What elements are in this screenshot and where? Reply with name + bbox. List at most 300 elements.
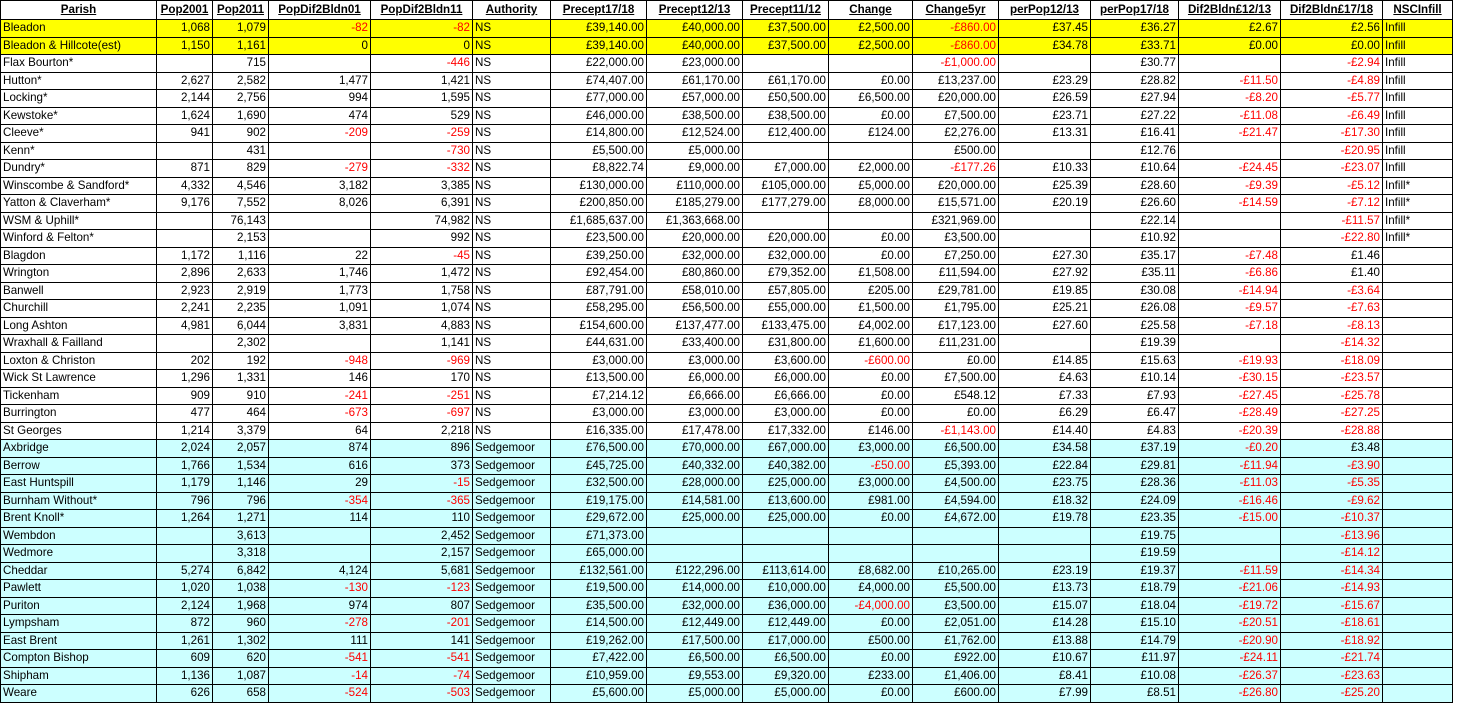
table-cell[interactable]: £76,500.00 (551, 440, 647, 458)
table-cell[interactable]: -£22.80 (1281, 230, 1383, 248)
table-cell[interactable] (269, 142, 371, 160)
table-cell[interactable]: NS (473, 317, 551, 335)
table-cell[interactable] (1383, 317, 1453, 335)
table-cell[interactable]: 1,766 (157, 457, 213, 475)
table-cell[interactable]: £0.00 (829, 72, 913, 90)
table-cell[interactable]: Sedgemoor (473, 597, 551, 615)
table-cell[interactable]: £11.97 (1091, 650, 1179, 668)
table-cell[interactable]: NS (473, 352, 551, 370)
table-cell[interactable]: Infill (1383, 72, 1453, 90)
table-cell[interactable]: £6,666.00 (647, 387, 743, 405)
table-cell[interactable]: £600.00 (913, 685, 999, 703)
table-cell[interactable]: -45 (371, 247, 473, 265)
table-cell[interactable]: £9,320.00 (743, 667, 829, 685)
table-cell[interactable]: -£21.47 (1179, 125, 1281, 143)
table-cell[interactable]: £0.00 (829, 107, 913, 125)
table-cell[interactable]: 3,613 (213, 527, 269, 545)
table-cell[interactable]: £0.00 (913, 352, 999, 370)
table-cell[interactable]: 2,241 (157, 300, 213, 318)
table-cell[interactable]: 1,595 (371, 90, 473, 108)
table-cell[interactable]: £7,500.00 (913, 107, 999, 125)
table-cell[interactable]: -£15.00 (1179, 510, 1281, 528)
table-cell[interactable]: NS (473, 422, 551, 440)
table-cell[interactable] (1383, 562, 1453, 580)
table-cell[interactable]: £26.59 (999, 90, 1091, 108)
table-cell[interactable]: £14,800.00 (551, 125, 647, 143)
table-cell[interactable]: £4,000.00 (829, 580, 913, 598)
table-cell[interactable]: 3,318 (213, 545, 269, 563)
table-cell[interactable]: £70,000.00 (647, 440, 743, 458)
table-row[interactable] (1, 422, 1453, 440)
table-cell[interactable]: £27.92 (999, 265, 1091, 283)
table-cell[interactable]: -£14.32 (1281, 335, 1383, 353)
table-cell[interactable]: £13,500.00 (551, 370, 647, 388)
table-cell[interactable]: £14,500.00 (551, 615, 647, 633)
table-row[interactable] (1, 632, 1453, 650)
table-cell[interactable]: Sedgemoor (473, 685, 551, 703)
table-cell[interactable]: Winford & Felton* (1, 230, 157, 248)
table-cell[interactable]: £19.75 (1091, 527, 1179, 545)
table-cell[interactable]: £25.21 (999, 300, 1091, 318)
table-row[interactable] (1, 457, 1453, 475)
table-cell[interactable]: £14.40 (999, 422, 1091, 440)
table-cell[interactable]: £16,335.00 (551, 422, 647, 440)
table-cell[interactable]: Wraxhall & Failland (1, 335, 157, 353)
table-cell[interactable]: £2.56 (1281, 20, 1383, 38)
table-cell[interactable]: £1.40 (1281, 265, 1383, 283)
table-cell[interactable]: £20,000.00 (913, 177, 999, 195)
table-cell[interactable]: Infill (1383, 142, 1453, 160)
table-cell[interactable]: £22,000.00 (551, 55, 647, 73)
table-cell[interactable]: 829 (213, 160, 269, 178)
table-cell[interactable]: NS (473, 90, 551, 108)
table-cell[interactable]: 1,773 (269, 282, 371, 300)
table-cell[interactable]: £28.36 (1091, 475, 1179, 493)
table-cell[interactable]: £233.00 (829, 667, 913, 685)
table-cell[interactable] (999, 212, 1091, 230)
table-cell[interactable]: £3,500.00 (913, 597, 999, 615)
table-row[interactable] (1, 37, 1453, 55)
table-cell[interactable]: NS (473, 125, 551, 143)
table-cell[interactable]: £38,500.00 (743, 107, 829, 125)
table-cell[interactable] (1383, 370, 1453, 388)
table-cell[interactable]: -£7.63 (1281, 300, 1383, 318)
table-cell[interactable]: -£6.49 (1281, 107, 1383, 125)
table-cell[interactable]: -£27.25 (1281, 405, 1383, 423)
table-cell[interactable]: £113,614.00 (743, 562, 829, 580)
table-cell[interactable]: Brent Knoll* (1, 510, 157, 528)
table-cell[interactable] (1383, 352, 1453, 370)
table-cell[interactable]: £57,000.00 (647, 90, 743, 108)
table-cell[interactable]: £11,231.00 (913, 335, 999, 353)
table-cell[interactable]: £71,373.00 (551, 527, 647, 545)
table-cell[interactable]: £77,000.00 (551, 90, 647, 108)
table-cell[interactable]: 5,274 (157, 562, 213, 580)
table-cell[interactable]: 2,756 (213, 90, 269, 108)
table-cell[interactable]: 64 (269, 422, 371, 440)
table-row[interactable] (1, 20, 1453, 38)
table-cell[interactable]: £44,631.00 (551, 335, 647, 353)
table-row[interactable] (1, 125, 1453, 143)
table-cell[interactable]: 1,091 (269, 300, 371, 318)
table-cell[interactable]: £2,500.00 (829, 20, 913, 38)
table-cell[interactable]: Infill (1383, 55, 1453, 73)
table-cell[interactable]: £23.29 (999, 72, 1091, 90)
table-cell[interactable]: £36.27 (1091, 20, 1179, 38)
table-cell[interactable] (1383, 265, 1453, 283)
table-cell[interactable]: £13,237.00 (913, 72, 999, 90)
table-cell[interactable] (1179, 527, 1281, 545)
table-row[interactable] (1, 527, 1453, 545)
table-cell[interactable]: -£8.20 (1179, 90, 1281, 108)
table-cell[interactable]: 529 (371, 107, 473, 125)
table-row[interactable] (1, 562, 1453, 580)
table-cell[interactable]: £3,000.00 (743, 405, 829, 423)
table-cell[interactable]: Kewstoke* (1, 107, 157, 125)
table-cell[interactable]: -£20.95 (1281, 142, 1383, 160)
table-cell[interactable]: Wedmore (1, 545, 157, 563)
table-cell[interactable] (1179, 212, 1281, 230)
table-cell[interactable]: NS (473, 195, 551, 213)
table-row[interactable] (1, 317, 1453, 335)
table-cell[interactable] (1383, 667, 1453, 685)
table-row[interactable] (1, 230, 1453, 248)
table-cell[interactable]: £2,000.00 (829, 160, 913, 178)
table-cell[interactable]: £177,279.00 (743, 195, 829, 213)
table-cell[interactable]: £2,500.00 (829, 37, 913, 55)
table-cell[interactable]: -£10.37 (1281, 510, 1383, 528)
table-cell[interactable]: £24.09 (1091, 492, 1179, 510)
table-cell[interactable]: £29,672.00 (551, 510, 647, 528)
table-cell[interactable]: -365 (371, 492, 473, 510)
table-cell[interactable]: 9,176 (157, 195, 213, 213)
table-row[interactable] (1, 580, 1453, 598)
table-cell[interactable]: £6,000.00 (743, 370, 829, 388)
table-cell[interactable]: £0.00 (829, 685, 913, 703)
table-cell[interactable] (157, 335, 213, 353)
table-cell[interactable]: 3,379 (213, 422, 269, 440)
table-cell[interactable]: -541 (371, 650, 473, 668)
table-cell[interactable]: -£28.49 (1179, 405, 1281, 423)
table-cell[interactable]: £30.77 (1091, 55, 1179, 73)
table-cell[interactable]: £6,500.00 (647, 650, 743, 668)
table-cell[interactable]: 431 (213, 142, 269, 160)
table-cell[interactable]: £25.39 (999, 177, 1091, 195)
table-cell[interactable]: £110,000.00 (647, 177, 743, 195)
table-cell[interactable]: £17,500.00 (647, 632, 743, 650)
table-cell[interactable] (647, 545, 743, 563)
table-cell[interactable]: 3,831 (269, 317, 371, 335)
table-cell[interactable]: 1,264 (157, 510, 213, 528)
table-cell[interactable]: -£177.26 (913, 160, 999, 178)
table-cell[interactable]: £1,600.00 (829, 335, 913, 353)
table-row[interactable] (1, 247, 1453, 265)
table-cell[interactable]: 1,534 (213, 457, 269, 475)
table-cell[interactable]: £14.28 (999, 615, 1091, 633)
table-cell[interactable] (829, 545, 913, 563)
table-cell[interactable]: -£11.59 (1179, 562, 1281, 580)
table-cell[interactable]: £14.85 (999, 352, 1091, 370)
table-cell[interactable]: £1,406.00 (913, 667, 999, 685)
table-row[interactable] (1, 685, 1453, 703)
table-cell[interactable]: -£14.34 (1281, 562, 1383, 580)
table-cell[interactable] (1383, 510, 1453, 528)
table-cell[interactable]: 1,141 (371, 335, 473, 353)
table-cell[interactable]: 1,968 (213, 597, 269, 615)
table-cell[interactable]: -673 (269, 405, 371, 423)
table-cell[interactable]: £14,581.00 (647, 492, 743, 510)
table-cell[interactable]: £0.00 (829, 615, 913, 633)
table-cell[interactable]: £25,000.00 (743, 510, 829, 528)
table-cell[interactable]: -201 (371, 615, 473, 633)
table-row[interactable] (1, 615, 1453, 633)
table-cell[interactable] (743, 545, 829, 563)
table-cell[interactable] (1383, 335, 1453, 353)
table-cell[interactable]: £23.71 (999, 107, 1091, 125)
table-cell[interactable]: £3,000.00 (647, 352, 743, 370)
table-cell[interactable]: Sedgemoor (473, 492, 551, 510)
table-cell[interactable]: 1,472 (371, 265, 473, 283)
table-cell[interactable]: 2,452 (371, 527, 473, 545)
table-cell[interactable]: £10.92 (1091, 230, 1179, 248)
table-cell[interactable]: 2,582 (213, 72, 269, 90)
table-cell[interactable]: -£9.62 (1281, 492, 1383, 510)
table-cell[interactable]: -£13.96 (1281, 527, 1383, 545)
table-cell[interactable]: 110 (371, 510, 473, 528)
table-cell[interactable]: 994 (269, 90, 371, 108)
table-cell[interactable]: 4,981 (157, 317, 213, 335)
table-cell[interactable]: NS (473, 405, 551, 423)
table-cell[interactable]: -£19.72 (1179, 597, 1281, 615)
table-cell[interactable]: NS (473, 247, 551, 265)
table-row[interactable] (1, 387, 1453, 405)
table-cell[interactable]: £8.51 (1091, 685, 1179, 703)
table-cell[interactable]: Churchill (1, 300, 157, 318)
table-cell[interactable]: £7,214.12 (551, 387, 647, 405)
table-cell[interactable]: 871 (157, 160, 213, 178)
table-cell[interactable]: £500.00 (913, 142, 999, 160)
table-cell[interactable] (269, 55, 371, 73)
table-cell[interactable]: -209 (269, 125, 371, 143)
table-cell[interactable]: £130,000.00 (551, 177, 647, 195)
table-cell[interactable]: £5,600.00 (551, 685, 647, 703)
table-cell[interactable]: 4,883 (371, 317, 473, 335)
table-cell[interactable]: 22 (269, 247, 371, 265)
table-cell[interactable]: Kenn* (1, 142, 157, 160)
table-cell[interactable]: 146 (269, 370, 371, 388)
table-cell[interactable]: £13.88 (999, 632, 1091, 650)
table-cell[interactable]: £321,969.00 (913, 212, 999, 230)
table-cell[interactable]: Wrington (1, 265, 157, 283)
table-cell[interactable]: £20,000.00 (743, 230, 829, 248)
table-cell[interactable]: 1,296 (157, 370, 213, 388)
table-cell[interactable]: £13.73 (999, 580, 1091, 598)
table-cell[interactable]: £8,822.74 (551, 160, 647, 178)
table-row[interactable] (1, 492, 1453, 510)
table-cell[interactable]: £13,600.00 (743, 492, 829, 510)
table-cell[interactable]: £1,795.00 (913, 300, 999, 318)
table-cell[interactable]: £10.33 (999, 160, 1091, 178)
table-cell[interactable]: -730 (371, 142, 473, 160)
table-cell[interactable]: -446 (371, 55, 473, 73)
table-cell[interactable]: £10,959.00 (551, 667, 647, 685)
column-header[interactable]: Pop2011 (213, 1, 269, 20)
table-row[interactable] (1, 195, 1453, 213)
table-cell[interactable]: -14 (269, 667, 371, 685)
table-cell[interactable]: 3,182 (269, 177, 371, 195)
table-cell[interactable]: £15.07 (999, 597, 1091, 615)
column-header[interactable]: Change5yr (913, 1, 999, 20)
table-cell[interactable]: £4.83 (1091, 422, 1179, 440)
table-cell[interactable]: 974 (269, 597, 371, 615)
table-cell[interactable]: Infill (1383, 37, 1453, 55)
table-cell[interactable]: -£8.13 (1281, 317, 1383, 335)
table-cell[interactable]: 626 (157, 685, 213, 703)
table-cell[interactable]: -541 (269, 650, 371, 668)
table-cell[interactable] (1179, 335, 1281, 353)
table-cell[interactable]: £28,000.00 (647, 475, 743, 493)
table-cell[interactable]: Wick St Lawrence (1, 370, 157, 388)
table-cell[interactable]: £2.67 (1179, 20, 1281, 38)
table-cell[interactable]: £19.59 (1091, 545, 1179, 563)
table-cell[interactable]: 910 (213, 387, 269, 405)
table-cell[interactable]: 5,681 (371, 562, 473, 580)
table-cell[interactable]: 0 (371, 37, 473, 55)
table-cell[interactable]: £0.00 (829, 510, 913, 528)
table-cell[interactable]: -£11.08 (1179, 107, 1281, 125)
table-cell[interactable]: £12.76 (1091, 142, 1179, 160)
table-cell[interactable]: £4,500.00 (913, 475, 999, 493)
table-cell[interactable]: Infill* (1383, 230, 1453, 248)
table-cell[interactable]: -£20.51 (1179, 615, 1281, 633)
table-cell[interactable]: £5,393.00 (913, 457, 999, 475)
table-cell[interactable]: NS (473, 387, 551, 405)
table-cell[interactable]: £3,600.00 (743, 352, 829, 370)
table-cell[interactable]: £132,561.00 (551, 562, 647, 580)
table-cell[interactable]: £1.46 (1281, 247, 1383, 265)
table-cell[interactable] (1383, 457, 1453, 475)
table-row[interactable] (1, 107, 1453, 125)
table-row[interactable] (1, 510, 1453, 528)
table-cell[interactable]: £981.00 (829, 492, 913, 510)
table-cell[interactable]: £4,672.00 (913, 510, 999, 528)
table-cell[interactable]: 3,385 (371, 177, 473, 195)
table-cell[interactable] (1383, 685, 1453, 703)
table-cell[interactable]: 1,150 (157, 37, 213, 55)
table-cell[interactable]: 7,552 (213, 195, 269, 213)
table-cell[interactable]: -£11.94 (1179, 457, 1281, 475)
table-cell[interactable] (829, 55, 913, 73)
table-cell[interactable]: £1,508.00 (829, 265, 913, 283)
table-cell[interactable]: -£5.12 (1281, 177, 1383, 195)
table-cell[interactable]: 2,633 (213, 265, 269, 283)
table-cell[interactable]: 1,116 (213, 247, 269, 265)
table-cell[interactable]: £10.64 (1091, 160, 1179, 178)
table-cell[interactable]: -£14.59 (1179, 195, 1281, 213)
table-cell[interactable]: Infill (1383, 160, 1453, 178)
table-cell[interactable]: £19.78 (999, 510, 1091, 528)
table-cell[interactable]: -£11.50 (1179, 72, 1281, 90)
table-cell[interactable]: 796 (157, 492, 213, 510)
table-cell[interactable]: £67,000.00 (743, 440, 829, 458)
table-cell[interactable] (999, 545, 1091, 563)
table-cell[interactable]: £32,500.00 (551, 475, 647, 493)
table-row[interactable] (1, 90, 1453, 108)
table-cell[interactable]: £15.63 (1091, 352, 1179, 370)
table-cell[interactable] (1383, 422, 1453, 440)
table-cell[interactable]: £8.41 (999, 667, 1091, 685)
table-cell[interactable]: Shipham (1, 667, 157, 685)
table-cell[interactable]: £3,500.00 (913, 230, 999, 248)
table-cell[interactable]: -£20.90 (1179, 632, 1281, 650)
table-cell[interactable]: Pawlett (1, 580, 157, 598)
table-cell[interactable]: £9,000.00 (647, 160, 743, 178)
table-cell[interactable]: £10.67 (999, 650, 1091, 668)
table-cell[interactable] (1383, 300, 1453, 318)
table-cell[interactable] (1383, 440, 1453, 458)
table-cell[interactable]: 1,624 (157, 107, 213, 125)
table-cell[interactable]: Sedgemoor (473, 545, 551, 563)
table-cell[interactable]: -£7.48 (1179, 247, 1281, 265)
table-cell[interactable]: NS (473, 335, 551, 353)
table-row[interactable] (1, 370, 1453, 388)
table-cell[interactable] (999, 230, 1091, 248)
column-header[interactable]: PopDif2Bldn01 (269, 1, 371, 20)
table-cell[interactable]: £7,422.00 (551, 650, 647, 668)
table-cell[interactable]: £185,279.00 (647, 195, 743, 213)
table-cell[interactable]: 1,146 (213, 475, 269, 493)
table-cell[interactable]: £10,000.00 (743, 580, 829, 598)
table-cell[interactable]: £29.81 (1091, 457, 1179, 475)
table-cell[interactable]: £23.19 (999, 562, 1091, 580)
table-cell[interactable]: £200,850.00 (551, 195, 647, 213)
table-cell[interactable]: 74,982 (371, 212, 473, 230)
table-cell[interactable]: 2,057 (213, 440, 269, 458)
table-cell[interactable]: Infill (1383, 20, 1453, 38)
table-cell[interactable]: -£3.90 (1281, 457, 1383, 475)
table-cell[interactable]: 1,161 (213, 37, 269, 55)
table-cell[interactable]: NS (473, 37, 551, 55)
table-cell[interactable]: -£1,000.00 (913, 55, 999, 73)
table-cell[interactable]: £25,000.00 (743, 475, 829, 493)
table-cell[interactable]: £14,000.00 (647, 580, 743, 598)
table-cell[interactable]: -£28.88 (1281, 422, 1383, 440)
table-cell[interactable]: 29 (269, 475, 371, 493)
table-row[interactable] (1, 475, 1453, 493)
table-cell[interactable]: £36,000.00 (743, 597, 829, 615)
table-cell[interactable]: WSM & Uphill* (1, 212, 157, 230)
table-cell[interactable]: £1,363,668.00 (647, 212, 743, 230)
table-cell[interactable] (1383, 615, 1453, 633)
table-cell[interactable]: £27.60 (999, 317, 1091, 335)
table-cell[interactable]: -£30.15 (1179, 370, 1281, 388)
table-cell[interactable]: Infill* (1383, 212, 1453, 230)
table-cell[interactable] (1179, 545, 1281, 563)
table-cell[interactable]: 1,271 (213, 510, 269, 528)
table-cell[interactable]: Infill (1383, 125, 1453, 143)
table-cell[interactable]: £12,449.00 (743, 615, 829, 633)
column-header[interactable]: Pop2001 (157, 1, 213, 20)
table-cell[interactable]: -241 (269, 387, 371, 405)
table-cell[interactable]: -697 (371, 405, 473, 423)
table-cell[interactable]: 1,068 (157, 20, 213, 38)
table-cell[interactable]: -82 (371, 20, 473, 38)
table-cell[interactable]: -£23.07 (1281, 160, 1383, 178)
table-cell[interactable]: -£4,000.00 (829, 597, 913, 615)
table-cell[interactable]: £5,000.00 (743, 685, 829, 703)
table-cell[interactable] (829, 142, 913, 160)
table-cell[interactable]: East Brent (1, 632, 157, 650)
